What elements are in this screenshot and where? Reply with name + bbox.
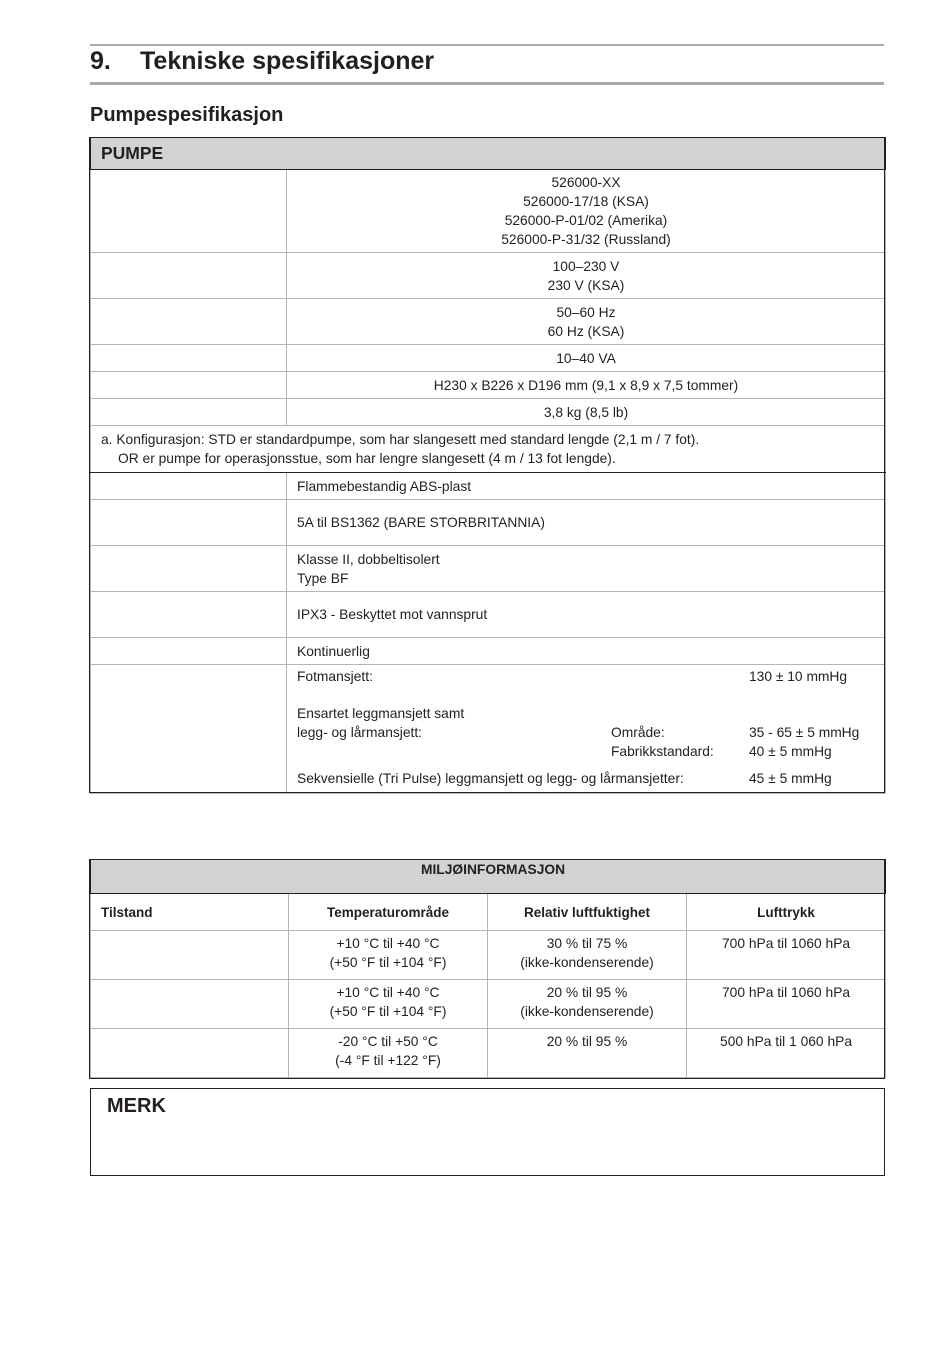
spec-value-material: Flammebestandig ABS-plast [287,473,886,500]
spec-value-classification [287,546,886,592]
factory-default-label: Fabrikkstandard: [611,744,714,759]
environment-table-title: MILJØINFORMASJON [91,860,886,894]
section-number: 9. [90,47,111,75]
condition-cell [91,1029,289,1078]
spec-row-pressure [91,665,886,794]
air-pressure-cell: 700 hPa til 1060 hPa [687,980,886,1029]
condition-cell [91,931,289,980]
pump-table-header [91,138,886,170]
spec-value-frequency [287,299,886,345]
spec-label [91,170,287,253]
humidity-line: (ikke-kondenserende) [520,1004,654,1019]
spec-row [91,546,886,592]
foot-cuff-value: 130 ± 10 mmHg [749,669,848,684]
model-line: 526000-XX [551,175,621,190]
spec-label [91,500,287,546]
environment-column-headers [91,894,886,931]
air-pressure-cell: 700 hPa til 1060 hPa [687,931,886,980]
spec-row [91,638,886,665]
note-title: MERK [107,1095,166,1117]
humidity-line: (ikke-kondenserende) [520,955,654,970]
spec-value-power: 10–40 VA [287,345,886,372]
column-header: Tilstand [91,894,289,931]
spec-label [91,665,287,794]
pump-spec-subheading: Pumpespesifikasjon [90,104,284,126]
section-heading [90,47,434,76]
humidity-line: 20 % til 95 % [546,985,628,1000]
spec-label [91,546,287,592]
environment-row [91,1029,886,1078]
spec-row [91,399,886,426]
spec-label [91,592,287,638]
spec-value-dimensions: H230 x B226 x D196 mm (9,1 x 8,9 x 7,5 tommer) [287,372,886,399]
top-rule [90,44,884,46]
spec-label [91,473,287,500]
spec-row [91,170,886,253]
temperature-line: (+50 °F til +104 °F) [329,955,447,970]
voltage-line: 230 V (KSA) [547,277,625,293]
temperature-line: -20 °C til +50 °C [338,1034,438,1049]
spec-value-voltage [287,253,886,299]
spec-value-model [287,170,886,253]
sequential-cuff-label: Sekvensielle (Tri Pulse) leggmansjett og legg- og lårmansjetter: [297,771,684,786]
spec-label [91,372,287,399]
spec-value-ip-rating: IPX3 - Beskyttet mot vannsprut [287,592,886,638]
model-line: 526000-P-31/32 (Russland) [501,232,671,247]
voltage-line: 100–230 V [552,258,620,274]
humidity-cell [488,931,687,980]
spec-row [91,253,886,299]
environment-table-header [91,860,886,894]
frequency-line: 50–60 Hz [556,304,616,320]
uniform-cuff-label: legg- og lårmansjett: [297,725,423,740]
classification-line: Klasse II, dobbeltisolert [297,551,440,567]
temperature-cell [289,980,488,1029]
spec-row [91,299,886,345]
footnote-line: OR er pumpe for operasjonsstue, som har lengre slangesett (4 m / 13 fot lengde). [118,451,616,466]
spec-row [91,592,886,638]
spec-label [91,253,287,299]
column-header: Lufttrykk [687,894,886,931]
temperature-line: +10 °C til +40 °C [336,985,440,1000]
footnote-row [91,426,886,473]
spec-row [91,372,886,399]
footnote-line: a. Konfigurasjon: STD er standardpumpe, som har slangesett med standard lengde (2,1 m / 7 fot). [101,432,700,447]
column-header: Relativ luftfuktighet [488,894,687,931]
heading-underline [90,82,884,85]
factory-default-value: 40 ± 5 mmHg [749,744,832,759]
section-title: Tekniske spesifikasjoner [140,47,435,75]
temperature-cell [289,1029,488,1078]
condition-cell [91,980,289,1029]
uniform-cuff-label: Ensartet leggmansjett samt [297,706,465,721]
pump-spec-table [90,137,886,794]
configuration-footnote [91,426,886,473]
environment-row [91,931,886,980]
sequential-cuff-value: 45 ± 5 mmHg [749,771,832,786]
air-pressure-cell: 500 hPa til 1 060 hPa [687,1029,886,1078]
environment-table [90,859,886,1078]
temperature-line: (+50 °F til +104 °F) [329,1004,447,1019]
spec-value-weight: 3,8 kg (8,5 lb) [287,399,886,426]
environment-row [91,980,886,1029]
temperature-line: +10 °C til +40 °C [336,936,440,951]
spec-label [91,399,287,426]
spec-value-fuse: 5A til BS1362 (BARE STORBRITANNIA) [287,500,886,546]
spec-row [91,500,886,546]
pressure-block [287,665,885,793]
spec-row [91,473,886,500]
column-header: Temperaturområde [289,894,488,931]
model-line: 526000-P-01/02 (Amerika) [504,213,668,228]
spec-row [91,345,886,372]
humidity-cell [488,1029,687,1078]
humidity-cell [488,980,687,1029]
temperature-line: (-4 °F til +122 °F) [335,1053,441,1068]
range-value: 35 - 65 ± 5 mmHg [749,725,860,740]
spec-label [91,638,287,665]
pump-table-title: PUMPE [91,138,886,170]
spec-label [91,345,287,372]
temperature-cell [289,931,488,980]
foot-cuff-label: Fotmansjett: [297,669,373,684]
note-box [90,1088,885,1176]
frequency-line: 60 Hz (KSA) [547,323,625,339]
range-label: Område: [611,725,665,740]
spec-value-operation: Kontinuerlig [287,638,886,665]
model-line: 526000-17/18 (KSA) [523,194,649,209]
classification-line: Type BF [297,570,349,586]
humidity-line: 30 % til 75 % [546,936,628,951]
spec-label [91,299,287,345]
spec-value-pressure [287,665,886,794]
humidity-line: 20 % til 95 % [546,1034,628,1049]
